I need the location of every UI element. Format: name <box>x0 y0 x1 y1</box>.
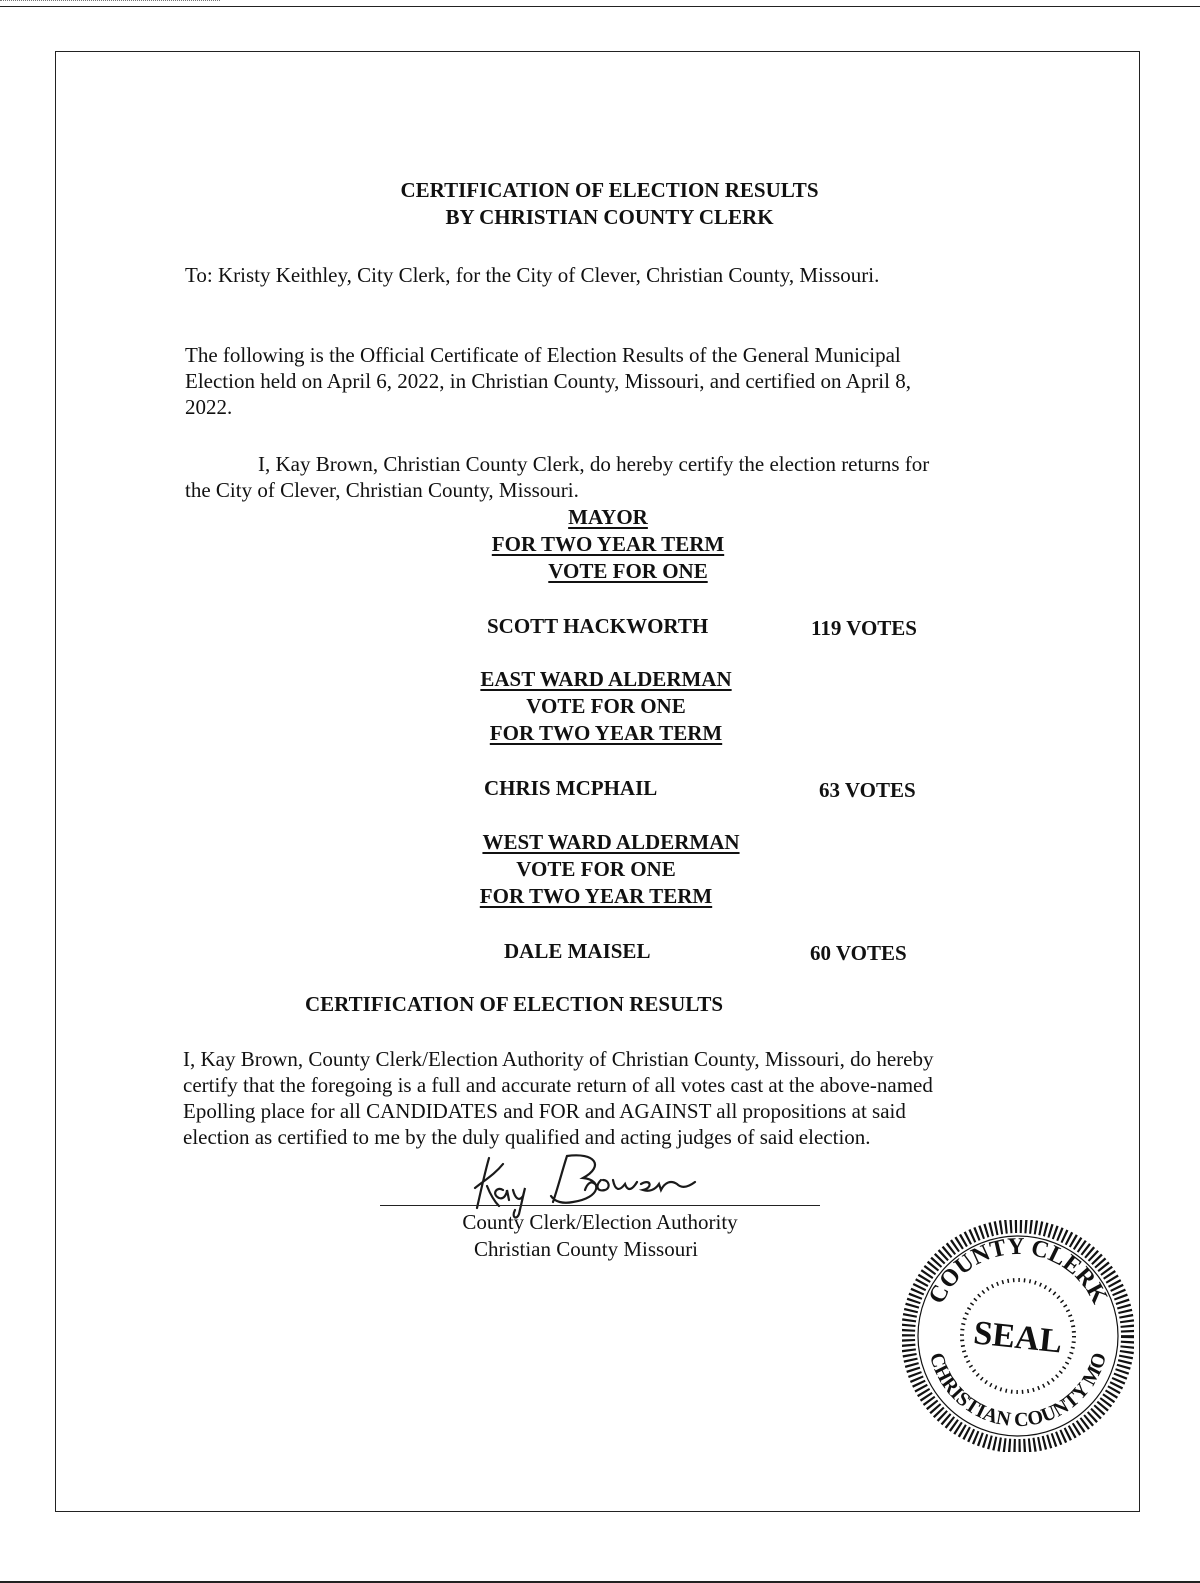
mayor-term: FOR TWO YEAR TERM <box>491 532 725 556</box>
document-title-line1: CERTIFICATION OF ELECTION RESULTS <box>400 178 819 202</box>
certification-line3: Epolling place for all CANDIDATES and FOR and AGAINST all propositions at said <box>183 1099 906 1123</box>
county-clerk-seal <box>902 1220 1134 1452</box>
intro-line3: 2022. <box>185 395 233 419</box>
east-ward-heading: EAST WARD ALDERMAN <box>480 667 732 691</box>
svg-text:SEAL: SEAL <box>971 1314 1064 1361</box>
east-ward-candidate: CHRIS MCPHAIL <box>484 776 658 800</box>
signature-title: County Clerk/Election Authority <box>462 1210 738 1234</box>
certify-line1: I, Kay Brown, Christian County Clerk, do hereby certify the election returns for <box>258 452 930 476</box>
signature-line <box>380 1205 820 1206</box>
scan-mark <box>0 0 220 1</box>
mayor-votes: 119 VOTES <box>811 616 917 640</box>
east-ward-votes: 63 VOTES <box>819 778 916 802</box>
addressee: To: Kristy Keithley, City Clerk, for the City of Clever, Christian County, Missouri. <box>185 263 880 287</box>
certification-line2: certify that the foregoing is a full and accurate return of all votes cast at the above-named <box>183 1073 933 1097</box>
west-ward-vote-for: VOTE FOR ONE <box>516 857 676 881</box>
svg-text:CHRISTIAN COUNTY MO: CHRISTIAN COUNTY MO <box>924 1350 1112 1432</box>
mayor-vote-for: VOTE FOR ONE <box>548 559 708 583</box>
svg-text:COUNTY CLERK: COUNTY CLERK <box>923 1233 1113 1309</box>
mayor-candidate: SCOTT HACKWORTH <box>487 614 709 638</box>
certification-line4: election as certified to me by the duly qualified and acting judges of said election. <box>183 1125 871 1149</box>
west-ward-votes: 60 VOTES <box>810 941 907 965</box>
top-rule <box>0 6 1200 7</box>
intro-line2: Election held on April 6, 2022, in Christian County, Missouri, and certified on April 8, <box>185 369 911 393</box>
east-ward-vote-for: VOTE FOR ONE <box>526 694 686 718</box>
intro-line1: The following is the Official Certificate of Election Results of the General Municipal <box>185 343 901 367</box>
west-ward-term: FOR TWO YEAR TERM <box>479 884 713 908</box>
west-ward-candidate: DALE MAISEL <box>504 939 651 963</box>
certification-line1: I, Kay Brown, County Clerk/Election Authority of Christian County, Missouri, do hereby <box>183 1047 934 1071</box>
mayor-heading: MAYOR <box>568 505 648 529</box>
document-title-line2: BY CHRISTIAN COUNTY CLERK <box>445 205 774 229</box>
east-ward-term: FOR TWO YEAR TERM <box>489 721 723 745</box>
signature-county: Christian County Missouri <box>474 1237 699 1261</box>
certify-line2: the City of Clever, Christian County, Missouri. <box>185 478 579 502</box>
certification-heading: CERTIFICATION OF ELECTION RESULTS <box>305 992 724 1016</box>
west-ward-heading: WEST WARD ALDERMAN <box>482 830 740 854</box>
